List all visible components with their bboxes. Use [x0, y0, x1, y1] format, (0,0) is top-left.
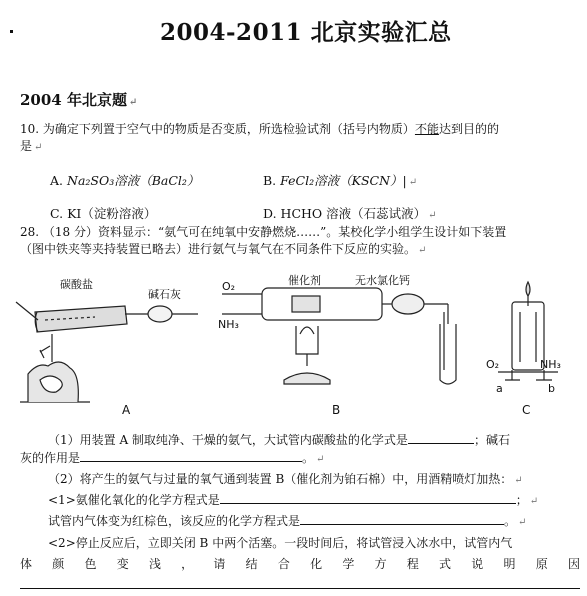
label-b: b	[548, 382, 555, 395]
label-o2: O₂	[222, 280, 236, 293]
spread-char: 颜	[52, 557, 65, 571]
label-figure-a: A	[122, 403, 131, 417]
spread-char: 合	[277, 557, 290, 571]
spread-char: 原	[535, 557, 548, 571]
apparatus-a-drawing	[16, 302, 198, 402]
bullet-mark	[10, 30, 13, 33]
answer-blank-soda-lime[interactable]	[80, 450, 302, 462]
spread-char: 式	[439, 557, 452, 571]
spread-char: 说	[471, 557, 484, 571]
label-figure-b: B	[332, 403, 341, 417]
spread-char: ，	[181, 557, 194, 571]
answer-blank-equation-2[interactable]	[300, 513, 504, 525]
spread-char: 明	[503, 557, 516, 571]
spread-char: 变	[116, 557, 129, 571]
label-catalyst: 催化剂	[288, 274, 321, 287]
q28-intro-line2: （图中铁夹等夹持装置已略去）进行氨气与氧气在不同条件下反应的实验。 ↵	[20, 242, 427, 256]
label-carbonate: 碳酸盐	[60, 278, 93, 291]
apparatus-figure	[0, 262, 587, 422]
label-o2-c: O₂	[486, 358, 500, 371]
q10-option-b: B. FeCl₂溶液（KSCN）| ↵	[263, 173, 418, 188]
q28-part2-intro: （2）将产生的氨气与过量的氧气通到装置 B（催化剂为铂石棉）中，用酒精喷灯加热： ↵	[48, 472, 523, 486]
spread-char: 方	[374, 557, 387, 571]
q10-stem-cont: 是 ↵	[20, 139, 43, 153]
label-nh3: NH₃	[218, 318, 239, 331]
q10-stem: 10. 为确定下列置于空气中的物质是否变质，所选检验试剂（括号内物质）不能达到目的的	[20, 122, 499, 136]
spread-char: 色	[84, 557, 97, 571]
label-figure-c: C	[522, 403, 531, 417]
answer-blank-equation-1[interactable]	[220, 492, 516, 504]
q10-option-a: A. Na₂SO₃溶液（BaCl₂）	[50, 173, 200, 188]
page-title: 2004-2011 北京实验汇总	[160, 19, 452, 46]
spread-char: 程	[406, 557, 419, 571]
spread-char: 结	[245, 557, 258, 571]
apparatus-b-drawing	[222, 288, 456, 384]
label-nh3-c: NH₃	[540, 358, 561, 371]
spread-char: 化	[310, 557, 323, 571]
section-heading: 2004 年北京题 ↵	[20, 91, 138, 109]
spread-char: 体	[20, 557, 33, 571]
answer-blank-carbonate[interactable]	[408, 432, 474, 444]
label-a: a	[496, 382, 503, 395]
answer-blank-reason[interactable]	[20, 588, 580, 589]
q28-part1-line2: 灰的作用是 。 ↵	[20, 451, 325, 465]
q28-part1-line1: （1）用装置 A 制取纯净、干燥的氨气，大试管内碳酸盐的化学式是 ；碱石	[48, 433, 510, 447]
q28-intro-line1: 28. （18 分）资料显示：“氨气可在纯氧中安静燃烧……”。某校化学小组学生设计如下装置	[20, 225, 507, 239]
label-cacl2: 无水氯化钙	[355, 274, 410, 287]
spread-char: 学	[342, 557, 355, 571]
q10-option-d: D. HCHO 溶液（石蕊试液） ↵	[263, 206, 437, 221]
q28-sub2-line1: <2>停止反应后，立即关闭 B 中两个活塞。一段时间后，将试管浸入冰水中，试管内气	[48, 536, 513, 550]
label-soda-lime: 碱石灰	[148, 288, 181, 301]
q28-sub1-line2: 试管内气体变为红棕色，该反应的化学方程式是 。 ↵	[48, 514, 527, 528]
q28-sub2-line2	[20, 556, 580, 572]
spread-char: 因	[567, 557, 580, 571]
q28-sub1-line1: <1>氨催化氧化的化学方程式是 ； ↵	[48, 493, 539, 507]
spread-char: 浅	[148, 557, 161, 571]
q10-option-c: C. KI（淀粉溶液）	[50, 206, 157, 221]
spread-char: 请	[213, 557, 226, 571]
